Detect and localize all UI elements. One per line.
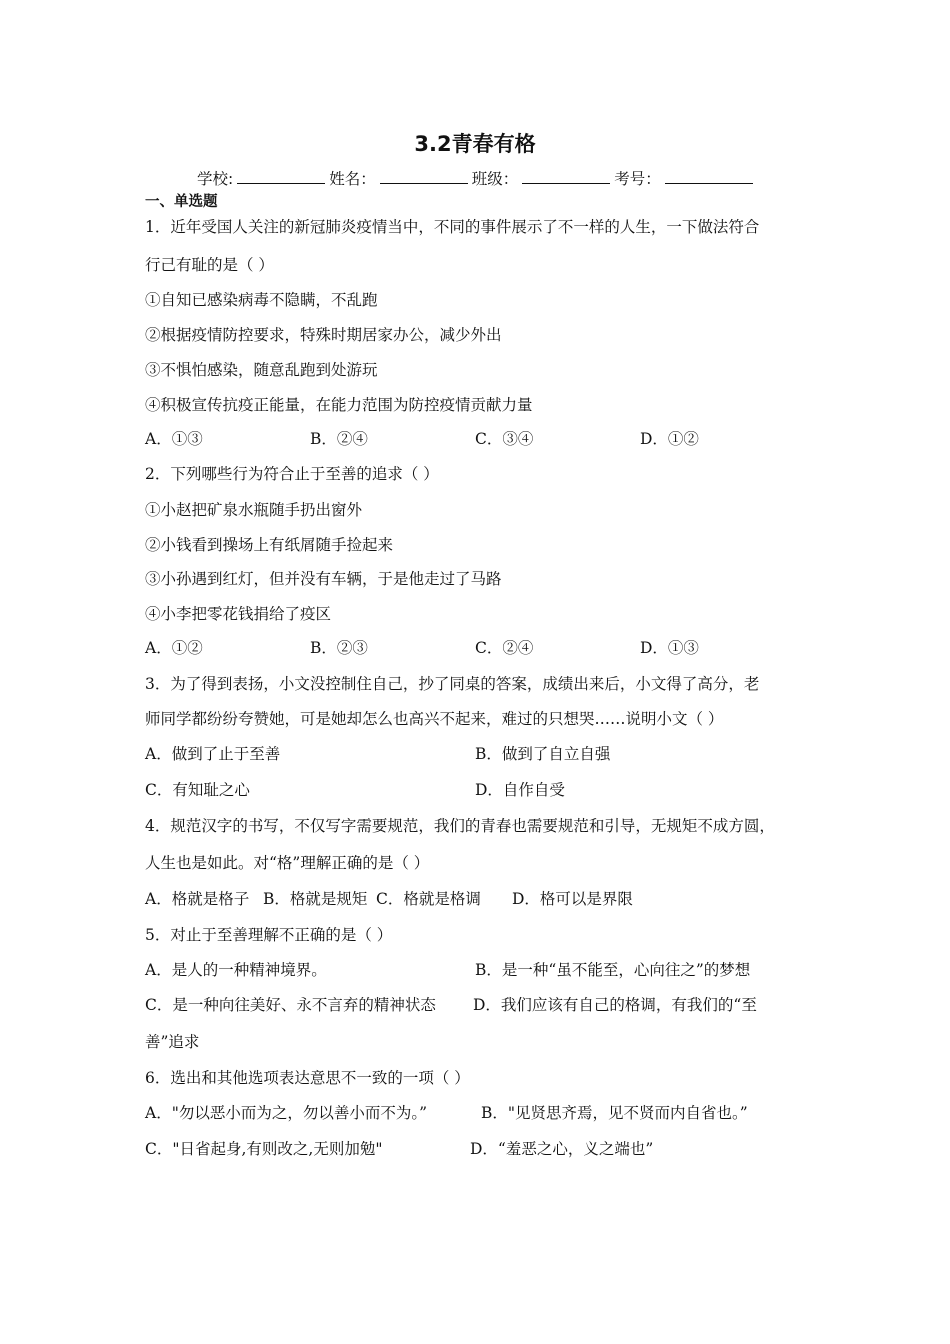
q6-option-c[interactable]: C．"日省起身,有则改之,无则加勉" xyxy=(145,1140,383,1158)
q2-option-c[interactable]: C．②④ xyxy=(475,639,534,657)
q3-option-d[interactable]: D．自作自受 xyxy=(475,781,565,799)
q6-option-b[interactable]: B．"见贤思齐焉，见不贤而内自省也。” xyxy=(481,1104,748,1122)
q3-option-b[interactable]: B．做到了自立自强 xyxy=(475,745,611,763)
q4-option-c[interactable]: C．格就是格调 xyxy=(376,890,481,908)
q1-option-c[interactable]: C．③④ xyxy=(475,430,534,448)
q2-option-b[interactable]: B．②③ xyxy=(310,639,368,657)
name-label: 姓名： xyxy=(329,170,376,188)
q5-option-c[interactable]: C．是一种向往美好、永不言弃的精神状态 xyxy=(145,996,436,1014)
q2-statement-2: ②小钱看到操场上有纸屑随手捡起来 xyxy=(145,536,394,554)
q1-option-b[interactable]: B．②④ xyxy=(310,430,368,448)
number-blank[interactable] xyxy=(665,169,753,184)
q4-option-d[interactable]: D．格可以是界限 xyxy=(512,890,633,908)
question-5-text: 5．对止于至善理解不正确的是（ ） xyxy=(145,926,393,944)
q6-option-a[interactable]: A．"勿以恶小而为之，勿以善小而不为。” xyxy=(145,1104,427,1122)
question-4-text-cont: 人生也是如此。对“格”理解正确的是（ ） xyxy=(145,854,430,872)
class-label: 班级： xyxy=(471,170,519,188)
q2-statement-3: ③小孙遇到红灯，但并没有车辆，于是他走过了马路 xyxy=(145,570,502,588)
section-heading: 一、单选题 xyxy=(145,194,218,210)
question-3-text-cont: 师同学都纷纷夸赞她，可是她却怎么也高兴不起来，难过的只想哭……说明小文（ ） xyxy=(145,710,724,728)
q4-option-b[interactable]: B．格就是规矩 xyxy=(263,890,368,908)
question-3-text: 3．为了得到表扬，小文没控制住自己，抄了同桌的答案，成绩出来后，小文得了高分，老 xyxy=(145,675,760,693)
q1-statement-1: ①自知已感染病毒不隐瞒，不乱跑 xyxy=(145,291,378,309)
name-blank[interactable] xyxy=(380,169,468,184)
number-label: 考号： xyxy=(614,170,661,188)
student-info-line xyxy=(197,167,757,189)
q3-option-a[interactable]: A．做到了止于至善 xyxy=(145,745,281,763)
q4-option-a[interactable]: A．格就是格子 xyxy=(145,890,250,908)
q3-option-c[interactable]: C．有知耻之心 xyxy=(145,781,250,799)
school-label: 学校: xyxy=(197,170,234,188)
q1-statement-4: ④积极宣传抗疫正能量，在能力范围为防控疫情贡献力量 xyxy=(145,396,533,414)
question-1-text-cont: 行己有耻的是（ ） xyxy=(145,256,274,274)
class-blank[interactable] xyxy=(522,169,610,184)
question-6-text: 6．选出和其他选项表达意思不一致的一项（ ） xyxy=(145,1069,470,1087)
q2-option-a[interactable]: A．①② xyxy=(145,639,203,657)
question-1-text: 1．近年受国人关注的新冠肺炎疫情当中，不同的事件展示了不一样的人生，一下做法符合 xyxy=(145,218,760,236)
q1-option-d[interactable]: D．①② xyxy=(640,430,699,448)
question-2-text: 2．下列哪些行为符合止于至善的追求（ ） xyxy=(145,465,439,483)
q5-option-d[interactable]: D．我们应该有自己的格调，有我们的“至 xyxy=(473,996,757,1014)
q2-statement-1: ①小赵把矿泉水瓶随手扔出窗外 xyxy=(145,501,363,519)
q5-option-a[interactable]: A．是人的一种精神境界。 xyxy=(145,961,327,979)
q2-statement-4: ④小李把零花钱捐给了疫区 xyxy=(145,605,332,623)
q6-option-d[interactable]: D．“羞恶之心，义之端也” xyxy=(470,1140,654,1158)
q5-option-b[interactable]: B．是一种“虽不能至，心向往之”的梦想 xyxy=(475,961,751,979)
q5-option-d-cont: 善”追求 xyxy=(145,1033,200,1051)
q1-statement-2: ②根据疫情防控要求，特殊时期居家办公，减少外出 xyxy=(145,326,502,344)
question-4-text: 4．规范汉字的书写，不仅写字需要规范，我们的青春也需要规范和引导，无规矩不成方圆， xyxy=(145,817,775,835)
q1-option-a[interactable]: A．①③ xyxy=(145,430,203,448)
q2-option-d[interactable]: D．①③ xyxy=(640,639,699,657)
school-blank[interactable] xyxy=(237,169,325,184)
q1-statement-3: ③不惧怕感染，随意乱跑到处游玩 xyxy=(145,361,378,379)
page-title: 3.2青春有格 xyxy=(414,132,536,156)
